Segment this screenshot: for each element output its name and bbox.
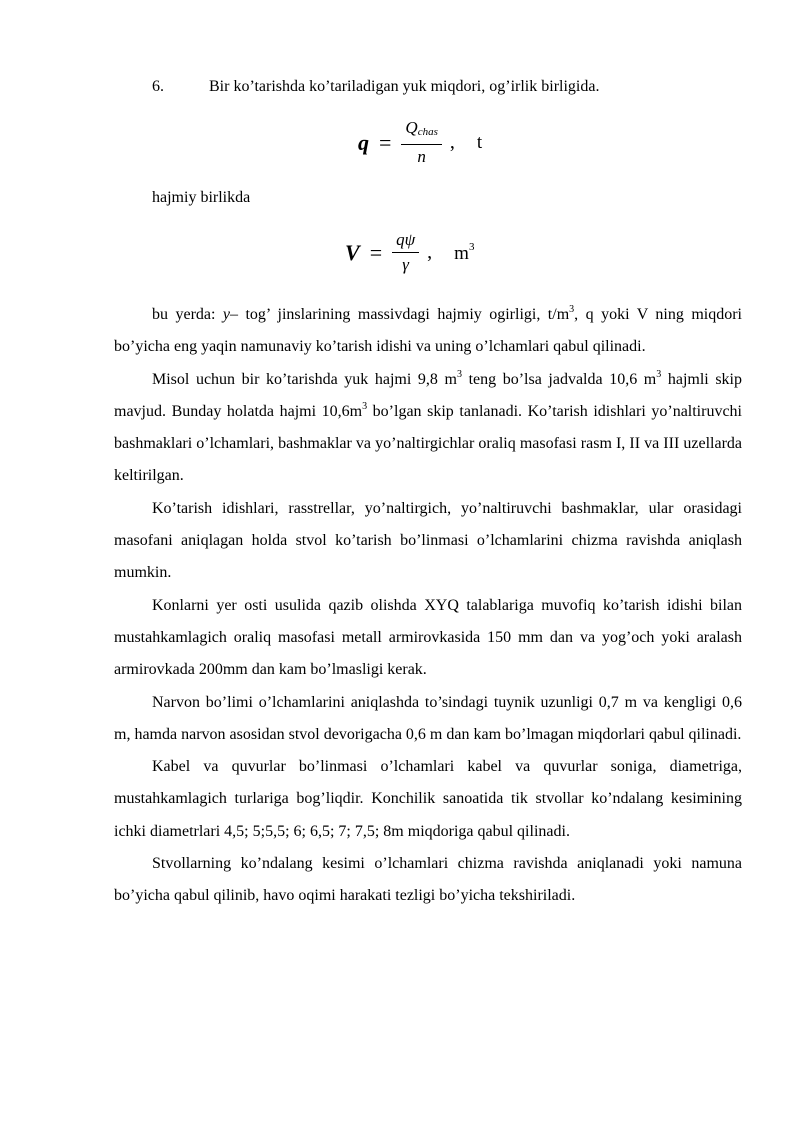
formula-denominator: n (417, 147, 426, 166)
formula-comma: , (427, 241, 433, 263)
formula-unit: $m^3$ (454, 240, 475, 264)
formula-load-volume (345, 230, 474, 275)
list-item-number: 6. (152, 78, 164, 95)
body-text (114, 299, 742, 913)
paragraph-clearance: Konlarni yer osti usulida qazib olishda XYQ talablariga muvofiq ko’tarish idishi bilan mustahkamlagich oraliq masofasi metall armirovkasida 150 mm dan va yog’och yoki aralash armirovkada 200mm dan kam bo’lmasligi kerak. (114, 596, 742, 679)
formula-load-weight (358, 118, 482, 167)
formula-numerator: $Q_{chas}$ (401, 118, 441, 145)
formula-numerator: qψ (392, 230, 419, 253)
lead-text-volume: hajmiy birlikda (152, 189, 251, 206)
formula-denominator: γ (402, 255, 409, 274)
formula-unit: t (476, 131, 483, 153)
formula-fraction (392, 230, 419, 275)
formula-lhs: V (345, 239, 360, 265)
paragraph-cross-section: Stvollarning ko’ndalang kesimi o’lchamlari chizma ravishda aniqlanadi yoki namuna bo’yicha qabul qilinib, havo oqimi harakati tezligi bo’yicha tekshiriladi. (114, 855, 742, 905)
paragraph-ladder: Narvon bo’limi o’lchamlarini aniqlashda to’sindagi tuynik uzunligi 0,7 m va kengligi 0,6 m, hamda narvon asosidan stvol devorigacha 0,6 m dan kam bo’lmagan miqdorlari qabul qilinadi. (114, 693, 742, 743)
formula-comma: , (449, 131, 455, 153)
paragraph-cable: Kabel va quvurlar bo’linmasi o’lchamlari kabel va quvurlar soniga, diametriga, mustahkamlagich turlariga bog’liqdir. Konchilik sanoatida tik stvollar ko’ndalang kesimining ichki diametrlari 4,5; 5;5,5; 6; 6,5; 7; 7,5; 8m miqdoriga qabul qilinadi. (114, 758, 742, 840)
list-item-text: Bir ko’tarishda ko’tariladigan yuk miqdori, og’irlik birligida. (209, 78, 600, 95)
formula-lhs: q (358, 129, 369, 155)
paragraph-example: Misol uchun bir ko’tarishda yuk hajmi 9,8 $m^3$ teng bo’lsa jadvalda 10,6 $m^3$ hajmli skip mavjud. Bunday holatda hajmi $10,6m^3$ bo’lgan skip tanlanadi. Ko’tarish idishlari yo’naltiruvchi bashmaklari o’lchamlari, bashmaklar va yo’naltirgichlar oraliq masofasi rasm I, II va III uzellarda keltirilgan. (114, 368, 743, 485)
formula-equals: = (379, 129, 392, 155)
formula-fraction (401, 118, 441, 167)
paragraph-shaft-compartment: Ko’tarish idishlari, rasstrellar, yo’naltirgich, yo’naltiruvchi bashmaklar, ular orasidagi masofani aniqlagan holda stvol ko’tarish bo’linmasi o’lchamlarini chizma ravishda aniqlash mumkin. (114, 499, 742, 582)
formula-equals: = (369, 239, 383, 265)
paragraph-definitions: bu yerda: y– tog’ jinslarining massivdagi hajmiy ogirligi, $t/m^3$, q yoki V ning miqdori bo’yicha eng yaqin namunaviy ko’tarish idishi va uning o’lchamlari qabul qilinadi. (114, 304, 743, 356)
list-item-6 (152, 76, 599, 98)
